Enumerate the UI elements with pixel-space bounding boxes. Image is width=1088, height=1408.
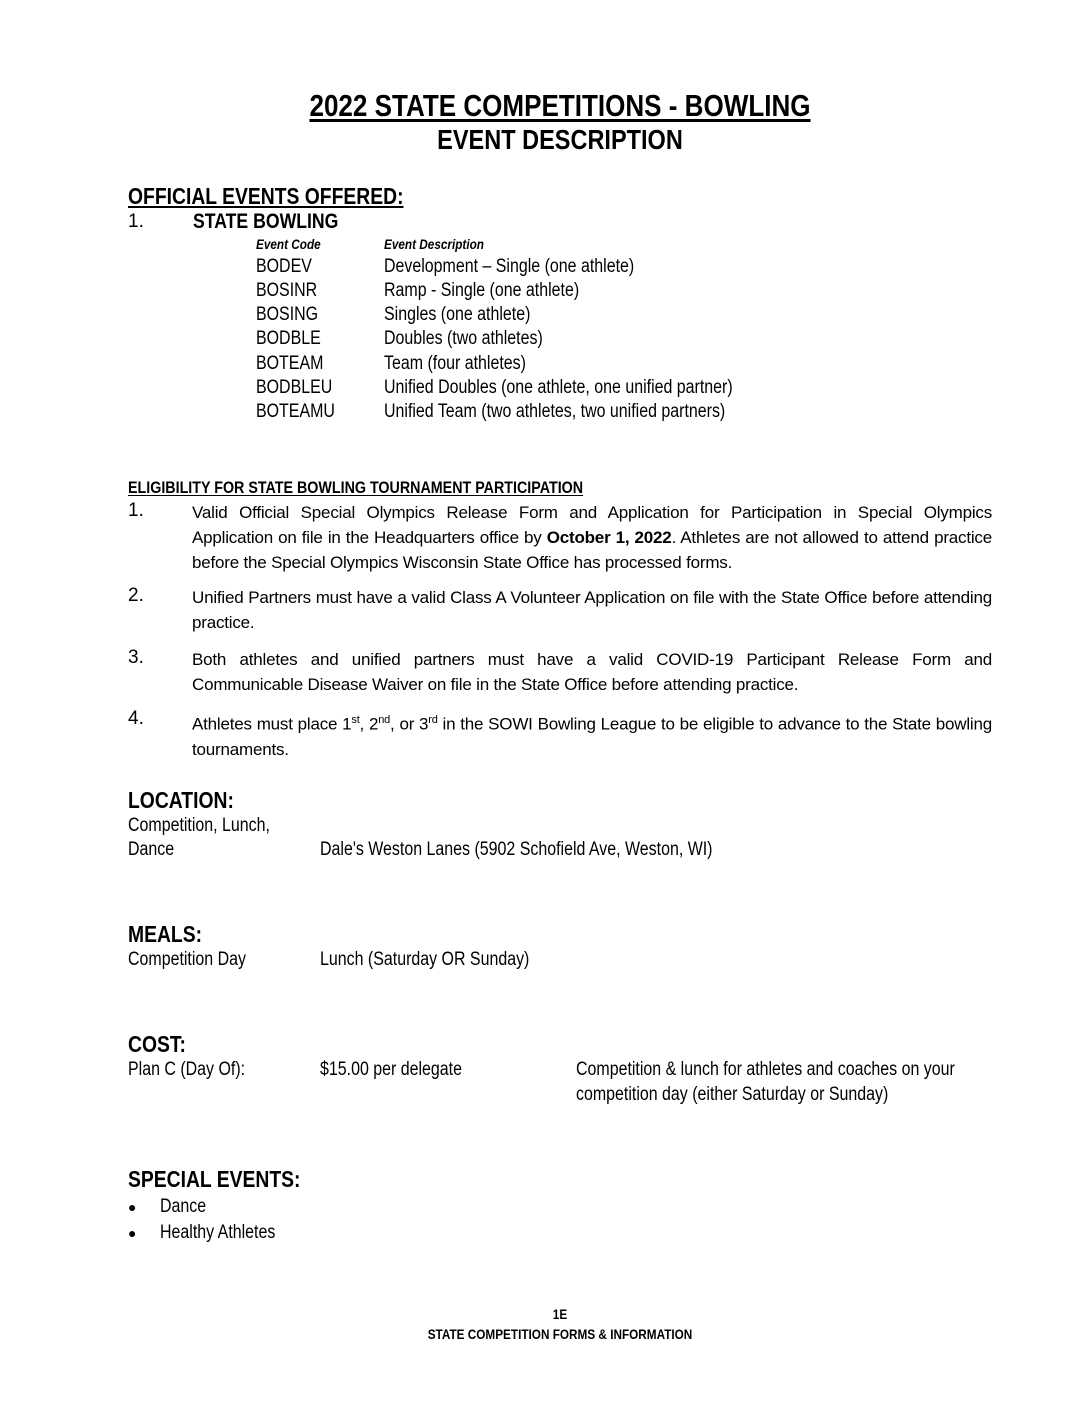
event-code: BOSING [256,304,319,325]
ordinal-suffix: st [351,714,360,726]
location-label: Dance [128,839,175,860]
location-label: Competition, Lunch, [128,815,270,836]
eligibility-text-part: . Athletes are not allowed to attend practice before the Special Olympics Wisconsin State Office has processed forms. [192,528,992,572]
event-description: Ramp - Single (one athlete) [384,280,580,301]
eligibility-text-part: , or 3 [390,714,429,734]
official-events-heading: OFFICIAL EVENTS OFFERED: [128,183,404,209]
event-description: Singles (one athlete) [384,304,531,325]
event-code: BODBLEU [256,377,333,398]
special-event-item: Dance [160,1196,207,1217]
eligibility-deadline-date: October 1, 2022 [546,528,672,547]
event-code: BOTEAM [256,353,324,374]
eligibility-text-part: , 2 [359,714,379,734]
eligibility-item-text: Unified Partners must have a valid Class A Volunteer Application on file with the State Office before attending practice. [192,588,992,632]
eligibility-item-text [192,500,992,575]
event-code-column-header: Event Code [256,236,321,252]
meals-label: Competition Day [128,949,246,970]
event-description-column-header: Event Description [384,236,484,252]
cost-price: $15.00 per delegate [320,1059,462,1080]
eligibility-heading: ELIGIBILITY FOR STATE BOWLING TOURNAMENT PARTICIPATION [128,478,584,497]
eligibility-text-part: Athletes must place 1 [192,714,352,734]
eligibility-item-text: Both athletes and unified partners must have a valid COVID-19 Participant Release Form and Communicable Disease Waiver on file in the State Office before attending practice. [192,650,992,694]
official-events-item-number: 1. [128,211,144,232]
meals-value: Lunch (Saturday OR Sunday) [320,949,530,970]
eligibility-item-text [192,708,992,762]
event-code: BOSINR [256,280,318,301]
special-events-heading: SPECIAL EVENTS: [128,1166,301,1192]
cost-description: Competition & lunch for athletes and coaches on your [576,1059,955,1080]
eligibility-item-number: 2. [128,585,144,606]
page-title: 2022 STATE COMPETITIONS - BOWLING [309,88,811,123]
event-description: Unified Team (two athletes, two unified partners) [384,401,726,422]
meals-heading: MEALS: [128,921,203,947]
ordinal-suffix: rd [428,714,438,726]
event-description: Unified Doubles (one athlete, one unified partner) [384,377,733,398]
bullet-dot-icon: ● [128,1199,137,1215]
eligibility-text-part: in the SOWI Bowling League to be eligible to advance to the State bowling tournaments. [192,714,992,759]
event-description: Development – Single (one athlete) [384,256,635,277]
ordinal-suffix: nd [378,714,391,726]
bullet-dot-icon: ● [128,1225,137,1241]
official-events-item-title: STATE BOWLING [193,210,339,233]
location-heading: LOCATION: [128,787,234,813]
special-event-item: Healthy Athletes [160,1222,276,1243]
event-description: Team (four athletes) [384,353,526,374]
eligibility-item-number: 1. [128,500,144,521]
footer-caption: STATE COMPETITION FORMS & INFORMATION [427,1326,693,1342]
event-code: BOTEAMU [256,401,335,422]
cost-description: competition day (either Saturday or Sunday) [576,1084,889,1105]
page-number: 1E [552,1306,568,1322]
cost-plan: Plan C (Day Of): [128,1059,246,1080]
location-value: Dale's Weston Lanes (5902 Schofield Ave, Weston, WI) [320,839,713,860]
event-code: BODBLE [256,328,321,349]
event-description: Doubles (two athletes) [384,328,543,349]
eligibility-item-number: 3. [128,647,144,668]
eligibility-text-part: Valid Official Special Olympics Release Form and Application for Participation in Special Olympics Application on file in the Headquarters office by [192,503,992,547]
eligibility-item-number: 4. [128,708,144,729]
cost-heading: COST: [128,1031,186,1057]
page-subtitle: EVENT DESCRIPTION [437,124,683,155]
event-code: BODEV [256,256,312,277]
